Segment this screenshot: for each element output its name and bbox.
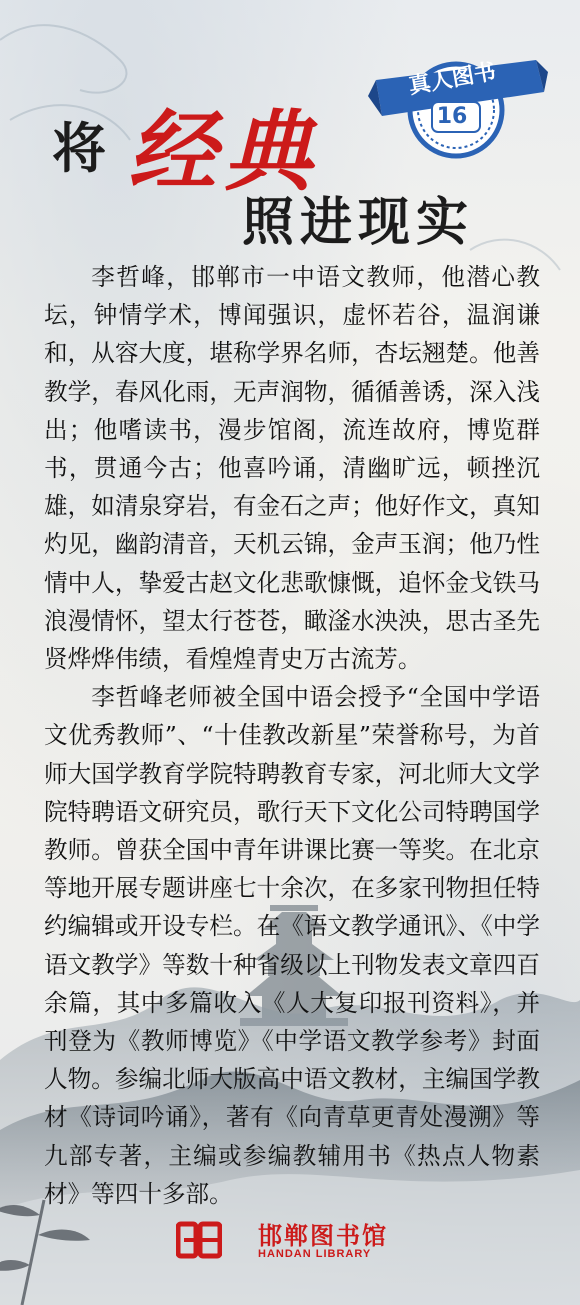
badge-label: 真人图书 [406, 58, 498, 100]
title-part-jiang: 将 [52, 116, 106, 180]
library-name-en: HANDAN LIBRARY [258, 1248, 372, 1260]
title-part-zhaojin-xianshi: 照进现实 [242, 192, 475, 253]
badge-number: 16 [436, 104, 468, 129]
biography-text [44, 258, 540, 1213]
paragraph-1: 李哲峰，邯郸市一中语文教师，他潜心教坛，钟情学术，博闻强识，虚怀若谷，温润谦和，从容大度，堪称学界名师，杏坛翘楚。他善教学，春风化雨，无声润物，循循善诱，深入浅出；他嗜读书，漫步馆阁，流连故府，博览群书，贯通今古；他喜吟诵，清幽旷远，顿挫沉雄，如清泉穿岩，有金石之声；他好作文，真知灼见，幽韵清音，天机云锦，金声玉润；他乃性情中人，挚爱古赵文化悲歌慷慨，追怀金戈铁马浪漫情怀，望太行苍苍，瞰滏水泱泱，思古圣先贤烨烨伟绩，看煌煌青史万古流芳。 [44, 263, 540, 674]
title-part-jingdian: 经典 [128, 99, 321, 203]
library-name-cn: 邯郸图书馆 [258, 1221, 388, 1250]
library-logo-icon [176, 1220, 222, 1260]
paragraph-2: 李哲峰老师被全国中语会授予“全国中学语文优秀教师”、“十佳教改新星”荣誉称号，为首师大国学教育学院特聘教育专家，河北师大文学院特聘语文研究员，歌行天下文化公司特聘国学教师。曾获全国中青年讲课比赛一等奖。在北京等地开展专题讲座七十余次，在多家刊物担任特约编辑或开设专栏。在《语文教学通讯》、《中学语文教学》等数十种省级以上刊物发表文章四百余篇，其中多篇收入《人大复印报刊资料》，并刊登为《教师博览》《中学语文教学参考》封面人物。参编北师大版高中语文教材，主编国学教材《诗词吟诵》，著有《向青草更青处漫溯》等九部专著，主编或参编教辅用书《热点人物素材》等四十多部。 [44, 683, 540, 1208]
